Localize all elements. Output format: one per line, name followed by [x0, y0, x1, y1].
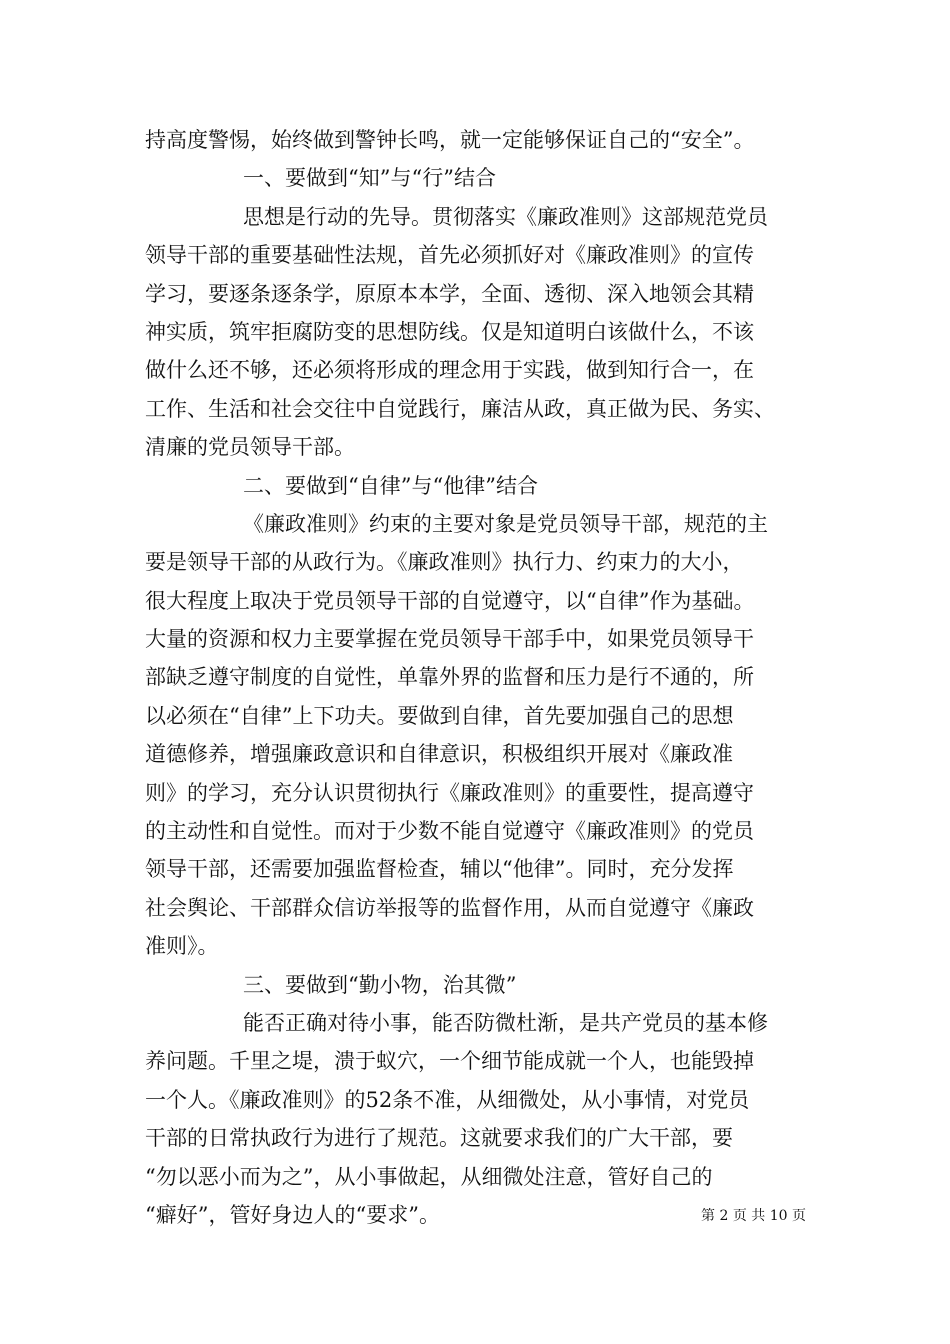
body-line: 养问题。千里之堤，溃于蚁穴，一个细节能成就一个人，也能毁掉	[145, 1049, 754, 1074]
paragraph-start-line: 《廉政准则》约束的主要对象是党员领导干部，规范的主	[243, 511, 768, 536]
paragraph-start-line: 思想是行动的先导。贯彻落实《廉政准则》这部规范党员	[243, 204, 768, 229]
body-line: 以必须在“自律”上下功夫。要做到自律，首先要加强自己的思想	[145, 703, 734, 728]
body-line: 道德修养，增强廉政意识和自律意识，积极组织开展对《廉政准	[145, 742, 733, 767]
page-number: 第 2 页 共 10 页	[701, 1208, 806, 1224]
section-heading: 二、要做到“自律”与“他律”结合	[243, 473, 538, 498]
body-line: 大量的资源和权力主要掌握在党员领导干部手中，如果党员领导干	[145, 627, 754, 652]
body-line: 领导干部，还需要加强监督检查，辅以“他律”。同时，充分发挥	[145, 857, 734, 882]
body-line: 准则》。	[145, 934, 219, 959]
body-line: 社会舆论、干部群众信访举报等的监督作用，从而自觉遵守《廉政	[145, 895, 754, 920]
body-line: 神实质，筑牢拒腐防变的思想防线。仅是知道明白该做什么，不该	[145, 319, 754, 344]
body-line: 干部的日常执政行为进行了规范。这就要求我们的广大干部，要	[145, 1126, 733, 1151]
body-line: 持高度警惕，始终做到警钟长鸣，就一定能够保证自己的“安全”。	[145, 128, 755, 152]
body-line: 部缺乏遵守制度的自觉性，单靠外界的监督和压力是行不通的，所	[145, 665, 754, 690]
body-line: 的主动性和自觉性。而对于少数不能自觉遵守《廉政准则》的党员	[145, 819, 754, 844]
body-line: 工作、生活和社会交往中自觉践行，廉洁从政，真正做为民、务实、	[145, 396, 775, 421]
section-heading: 三、要做到“勤小物，治其微”	[243, 972, 517, 997]
body-line: 学习，要逐条逐条学，原原本本学，全面、透彻、深入地领会其精	[145, 281, 754, 306]
paragraph-start-line: 能否正确对待小事，能否防微杜渐，是共产党员的基本修	[243, 1010, 768, 1035]
section-heading: 一、要做到“知”与“行”结合	[243, 166, 496, 191]
body-line: “癖好”，管好身边人的“要求”。	[145, 1202, 440, 1227]
body-line: 要是领导干部的从政行为。《廉政准则》执行力、约束力的大小，	[145, 550, 744, 575]
body-line: 则》的学习，充分认识贯彻执行《廉政准则》的重要性，提高遵守	[145, 780, 754, 805]
body-line: “勿以恶小而为之”，从小事做起，从细微处注意，管好自己的	[145, 1164, 713, 1189]
body-line: 一个人。《廉政准则》的52条不准，从细微处，从小事情，对党员	[145, 1087, 750, 1112]
body-line: 做什么还不够，还必须将形成的理念用于实践，做到知行合一，在	[145, 358, 754, 383]
body-line: 领导干部的重要基础性法规，首先必须抓好对《廉政准则》的宣传	[145, 243, 754, 268]
body-line: 很大程度上取决于党员领导干部的自觉遵守，以“自律”作为基础。	[145, 588, 755, 613]
document-body	[145, 121, 825, 1234]
body-line: 清廉的党员领导干部。	[145, 435, 355, 460]
